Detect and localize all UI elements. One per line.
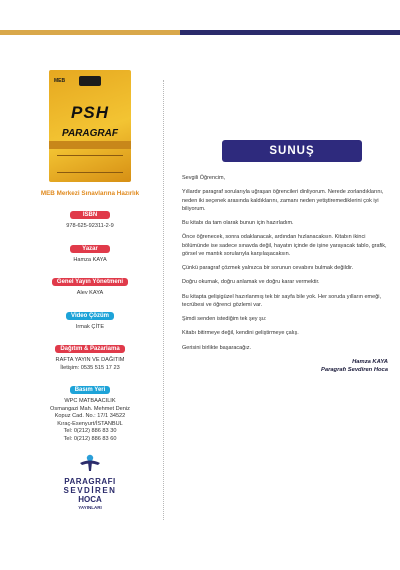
print-line: Kopuz Cad. No.: 17/1 34522 [54,413,126,420]
publisher-name-4: YAYINLARI [78,504,102,510]
director-label: Genel Yayın Yönetmeni [52,278,128,286]
signature [182,358,388,375]
author-value: Hamza KAYA [73,256,107,263]
director-value: Alev KAYA [76,290,104,297]
publisher-name-3: HOCA [78,494,102,504]
author-label: Yazar [70,245,110,253]
preface-paragraph: Şimdi senden istediğim tek şey şu: [182,316,267,322]
publisher-name-1: PARAGRAFI [64,476,116,486]
distribution-line: İletişim: 0535 515 17 23 [60,364,120,371]
print-section [40,378,140,443]
preface [182,140,388,375]
book-cover-image [49,70,131,182]
print-line: Kıraç-Esenyurt/İSTANBUL [57,420,123,427]
cover-badge [79,76,101,86]
video-section [40,304,140,332]
cover-grid [57,155,123,173]
preface-paragraph: Sevgili Öğrencim, [182,175,226,181]
preface-paragraph: Bu kitabı da tam olarak bunun için hazırladım. [182,220,294,226]
signature-title: Paragrafı Sevdiren Hoca [320,367,388,374]
isbn-section [40,203,140,231]
print-line: WPC MATBAACILIK [64,398,116,405]
cover-meb: MEB [54,78,66,84]
preface-paragraph: Bu kitapta gelişigüzel hazırlanmış tek bir sayfa bile yok. Her soruda yılların emeği, tecrübesi ve öğrenci gözlemi var. [182,293,382,308]
print-line: Osmangazi Mah. Mehmet Deniz [50,405,130,412]
director-section [40,270,140,298]
preface-paragraph: Önce öğrenecek, sonra odaklanacak, ardından hızlanacaksın. Kitabın ikinci bölümünde ise sadece sınavda değil, hayatın içinde de işine yarayacak tablo, grafik, görsel ve mantık sorularıyla karşılaşacaksın. [182,234,387,257]
print-line: Tel: 0(212) 886 83 60 [63,436,117,443]
author-section [40,237,140,265]
print-label: Basım Yeri [70,386,111,394]
publisher-name-2: SEVDİREN [63,485,117,495]
preface-paragraph: Yıllardır paragraf sorularıyla uğraşan öğrencileri dinliyorum. Nerede zorlandıklarını, neden iki seçenek arasında kaldıklarını, zamanı neden yetiştiremediklerini çok iyi biliyorum. [182,189,384,212]
video-label: Video Çözüm [66,312,114,320]
isbn-label: ISBN [70,211,110,219]
print-line: Tel: 0(212) 886 83 30 [63,428,117,435]
person-icon [78,454,102,472]
colophon-sidebar [40,70,140,510]
preface-paragraph: Gerisini birlikte başaracağız. [182,344,252,351]
exam-title: MEB Merkezi Sınavlarına Hazırlık [40,190,140,197]
column-divider [163,80,164,520]
distribution-line: RAFTA YAYIN VE DAĞITIM [55,357,125,364]
top-accent-left [0,30,180,35]
cover-title: PARAGRAF [62,128,118,139]
signature-name: Hamza KAYA [352,358,388,365]
distribution-label: Dağıtım & Pazarlama [55,345,124,353]
isbn-value: 978-625-92311-2-9 [66,223,114,229]
preface-paragraph: Doğru okumak, doğru anlamak ve doğru karar vermektir. [182,279,320,286]
preface-paragraph: Çünkü paragraf çözmek yalnızca bir sorunun cevabını bulmak değildir. [182,265,354,271]
video-value: Irmak ÇİTE [75,323,105,330]
preface-paragraph: Kitabı bitirmeye değil, kendini geliştirmeye çalış. [182,330,299,337]
top-accent-bar [0,30,400,35]
top-accent-right [180,30,400,35]
preface-heading: SUNUŞ [222,140,362,162]
publisher-logo [40,454,140,510]
distribution-section [40,337,140,372]
cover-logo: PSH [71,103,109,122]
cover-band [49,141,131,149]
